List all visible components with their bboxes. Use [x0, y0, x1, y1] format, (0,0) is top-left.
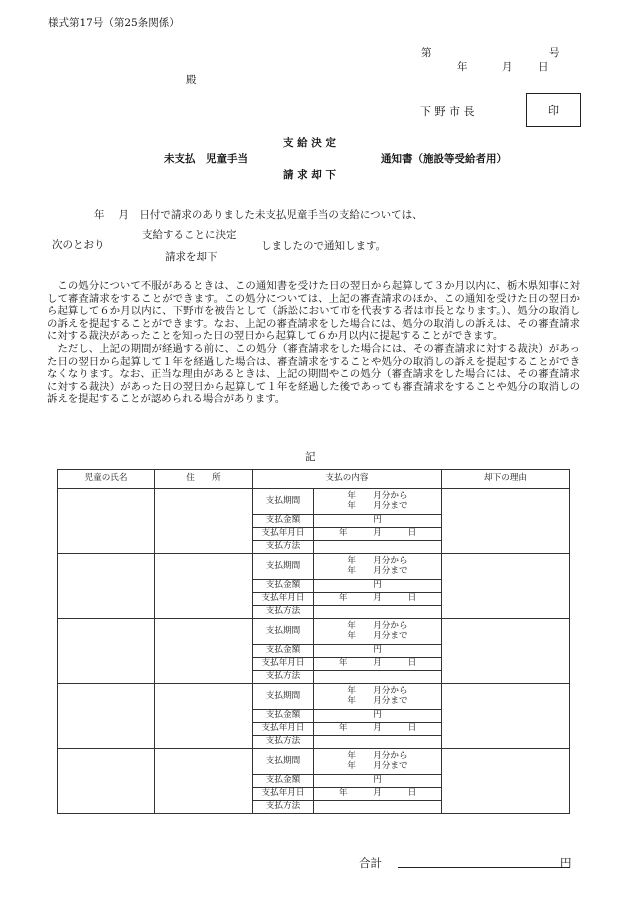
amount-value: 円 — [314, 645, 442, 658]
amount-value: 円 — [314, 515, 442, 528]
table-row — [58, 749, 570, 775]
ki-heading: 記 — [305, 451, 316, 463]
doc-number-suffix: 号 — [549, 47, 560, 59]
date-year: 年 — [457, 61, 468, 73]
date-label: 支払年月日 — [253, 658, 314, 671]
period-value — [314, 684, 442, 710]
period-from: 年 月分から — [347, 621, 408, 632]
method-value — [314, 736, 442, 749]
table-row — [58, 554, 570, 580]
method-label: 支払方法 — [253, 541, 314, 554]
intro-tail: しましたので通知します。 — [261, 240, 387, 252]
method-label: 支払方法 — [253, 736, 314, 749]
date-label: 支払年月日 — [253, 723, 314, 736]
period-to: 年 月分まで — [347, 500, 408, 511]
header-payment-content: 支払の内容 — [253, 470, 442, 489]
address-cell — [155, 619, 253, 684]
period-value — [314, 554, 442, 580]
intro-lead: 次のとおり — [52, 239, 105, 251]
header-address: 住 所 — [155, 470, 253, 489]
child-name-cell — [58, 489, 155, 554]
table-header-row — [58, 470, 570, 489]
date-label: 支払年月日 — [253, 528, 314, 541]
date-month: 月 — [502, 61, 513, 73]
amount-label: 支払金額 — [253, 645, 314, 658]
rejection-reason-cell — [442, 489, 570, 554]
amount-label: 支払金額 — [253, 580, 314, 593]
child-name-cell — [58, 749, 155, 814]
period-value — [314, 619, 442, 645]
amount-label: 支払金額 — [253, 775, 314, 788]
amount-label: 支払金額 — [253, 710, 314, 723]
date-value: 年 月 日 — [314, 593, 442, 606]
child-name-cell — [58, 619, 155, 684]
title-suffix: 通知書（施設等受給者用） — [381, 153, 507, 165]
period-from: 年 月分から — [347, 686, 408, 697]
rejection-reason-cell — [442, 554, 570, 619]
intro-option-pay: 支給することに決定 — [142, 229, 237, 241]
amount-label: 支払金額 — [253, 515, 314, 528]
child-name-cell — [58, 554, 155, 619]
period-to: 年 月分まで — [347, 760, 408, 771]
method-label: 支払方法 — [253, 801, 314, 814]
date-value: 年 月 日 — [314, 723, 442, 736]
amount-value: 円 — [314, 775, 442, 788]
amount-value: 円 — [314, 580, 442, 593]
total-underline — [398, 866, 570, 868]
address-cell — [155, 554, 253, 619]
period-label: 支払期間 — [253, 619, 314, 645]
period-label: 支払期間 — [253, 749, 314, 775]
rejection-reason-cell — [442, 684, 570, 749]
period-label: 支払期間 — [253, 684, 314, 710]
period-value — [314, 749, 442, 775]
period-to: 年 月分まで — [347, 695, 408, 706]
date-label: 支払年月日 — [253, 593, 314, 606]
method-value — [314, 541, 442, 554]
notice-paragraph-1: この処分について不服があるときは、この通知書を受けた日の翌日から起算して３か月以内に、栃木県知事に対して審査請求をすることができます。この処分については、上記の審査請求のほか、この通知を受けた日の翌日から起算して６か月以内に、下野市を被告として（訴訟において市を代表する者は市長となります。）、処分の取消しの訴えを提起することができます。なお、上記の審査請求をした場合には、処分の取消しの訴えは、その審査請求に対する裁決があったことを知った日の翌日から起算して６か月以内に提起することができます。 — [47, 280, 580, 343]
total-unit: 円 — [560, 856, 572, 870]
rejection-reason-cell — [442, 749, 570, 814]
seal-label: 印 — [548, 104, 559, 117]
period-to: 年 月分まで — [347, 630, 408, 641]
date-value: 年 月 日 — [314, 658, 442, 671]
addressee-suffix: 殿 — [186, 74, 197, 86]
header-child-name: 児童の氏名 — [58, 470, 155, 489]
header-rejection-reason: 却下の理由 — [442, 470, 570, 489]
period-label: 支払期間 — [253, 489, 314, 515]
method-value — [314, 671, 442, 684]
method-value — [314, 606, 442, 619]
title-prefix: 未支払 児童手当 — [164, 153, 248, 165]
payment-table — [57, 469, 570, 814]
notice-text — [47, 280, 580, 406]
period-label: 支払期間 — [253, 554, 314, 580]
date-value: 年 月 日 — [314, 528, 442, 541]
form-number: 様式第17号（第25条関係） — [48, 17, 180, 29]
intro-line: 年 月 日付で請求のありました未支払児童手当の支給については、 — [94, 209, 423, 221]
date-label: 支払年月日 — [253, 788, 314, 801]
child-name-cell — [58, 684, 155, 749]
doc-number-label: 第 — [421, 47, 432, 59]
table-row — [58, 489, 570, 515]
method-label: 支払方法 — [253, 606, 314, 619]
intro-option-reject: 請求を却下 — [165, 251, 218, 263]
period-from: 年 月分から — [347, 491, 408, 502]
notice-paragraph-2: ただし、上記の期間が経過する前に、この処分（審査請求をした場合には、その審査請求に対する裁決）があった日の翌日から起算して１年を経過した場合は、審査請求をすることや処分の取消しの訴えを提起することができなくなります。なお、正当な理由があるときは、上記の期間やこの処分（審査請求をした場合には、その審査請求に対する裁決）があった日の翌日から起算して１年を経過した後であっても審査請求をすることや処分の取消しの訴えを提起することが認められる場合があります。 — [47, 342, 580, 406]
title-option-reject: 請 求 却 下 — [283, 169, 336, 181]
total-label: 合計 — [359, 856, 382, 870]
period-to: 年 月分まで — [347, 565, 408, 576]
period-from: 年 月分から — [347, 751, 408, 762]
amount-value: 円 — [314, 710, 442, 723]
issuer-name: 下 野 市 長 — [420, 105, 475, 118]
method-label: 支払方法 — [253, 671, 314, 684]
address-cell — [155, 749, 253, 814]
rejection-reason-cell — [442, 619, 570, 684]
period-value — [314, 489, 442, 515]
address-cell — [155, 489, 253, 554]
table-row — [58, 684, 570, 710]
table-row — [58, 619, 570, 645]
address-cell — [155, 684, 253, 749]
date-value: 年 月 日 — [314, 788, 442, 801]
period-from: 年 月分から — [347, 556, 408, 567]
title-option-payment: 支 給 決 定 — [283, 137, 336, 149]
date-day: 日 — [538, 61, 549, 73]
seal-box — [526, 93, 581, 127]
method-value — [314, 801, 442, 814]
